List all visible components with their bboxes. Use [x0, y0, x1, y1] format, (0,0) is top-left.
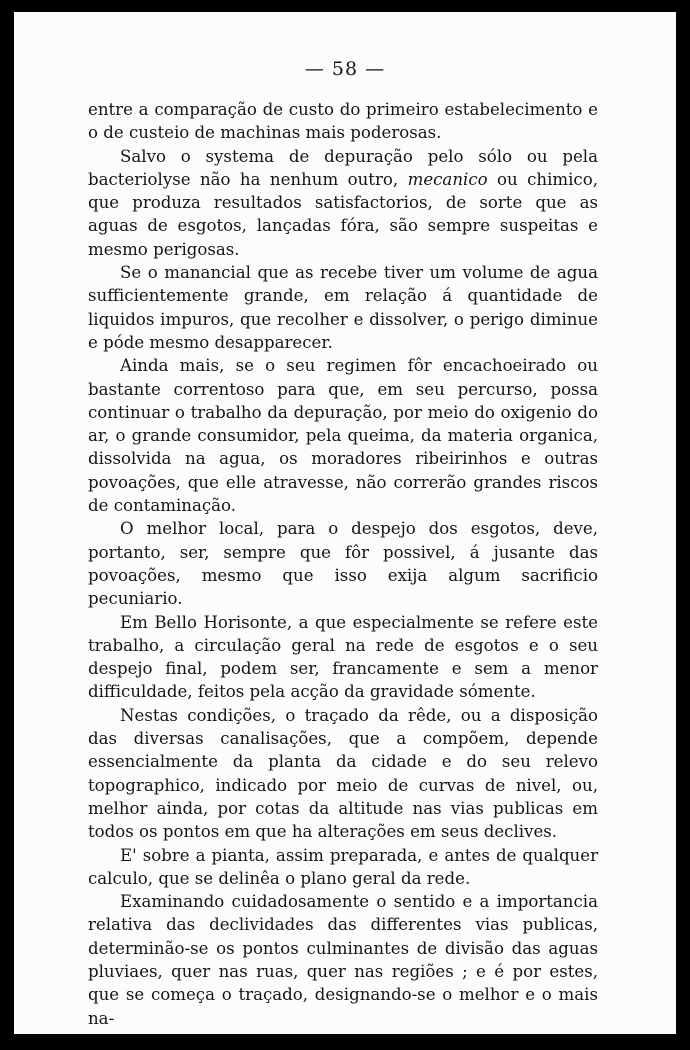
- paragraph-text: ou chimico, que produza resultados satisfactorios, de sorte que as aguas de esgotos, lançadas fóra, são sempre suspeitas e mesmo perigosas.: [88, 169, 598, 259]
- book-page: [14, 12, 676, 1034]
- paragraph: Se o manancial que as recebe tiver um volume de agua sufficientemente grande, em relação á quantidade de liquidos impuros, que recolher e dissolver, o perigo diminue e póde mesmo desapparecer.: [88, 263, 598, 352]
- paragraph: O melhor local, para o despejo dos esgotos, deve, portanto, ser, sempre que fôr possivel, á jusante das povoações, mesmo que isso exija algum sacrificio pecuniario.: [88, 519, 598, 609]
- body-text: [88, 98, 598, 1030]
- paragraph-text: Salvo o systema de depuração pelo sólo ou pela bacteriolyse não ha nenhum outro,: [88, 146, 598, 189]
- paragraph: Em Bello Horisonte, a que especialmente se refere este trabalho, a circulação geral na rede de esgotos e o seu despejo final, podem ser, francamente e sem a menor difficuldade, feitos pela acção da gravidade sómente.: [88, 612, 598, 702]
- paragraph: Nestas condições, o traçado da rêde, ou a disposição das diversas canalisações, que a compõem, depende essencialmente da planta da cidade e do seu relevo topographico, indicado por meio de curvas de nivel, ou, melhor ainda, por cotas da altitude nas vias publicas em todos os pontos em que ha alterações em seus declives.: [88, 705, 598, 842]
- page-number: — 58 —: [304, 58, 386, 80]
- paragraph: [88, 145, 598, 261]
- paragraph: entre a comparação de custo do primeiro estabelecimento e o de custeio de machinas mais poderosas.: [88, 100, 598, 143]
- paragraph: Examinando cuidadosamente o sentido e a importancia relativa das declividades das differentes vias publicas, determinão-se os pontos culminantes de divisão das aguas pluviaes, quer nas ruas, quer nas regiões ; e é por estes, que se começa o traçado, designando-se o melhor e o mais na-: [88, 892, 598, 1028]
- paragraph: E' sobre a pianta, assim preparada, e antes de qualquer calculo, que se delinêa o plano geral da rede.: [88, 845, 598, 888]
- italic-term: mecanico: [407, 169, 488, 189]
- paragraph: Ainda mais, se o seu regimen fôr encachoeirado ou bastante correntoso para que, em seu percurso, possa continuar o trabalho da depuração, por meio do oxigenio do ar, o grande consumidor, pela queima, da materia organica, dissolvida na agua, os moradores ribeirinhos e outras povoações, que elle atravesse, não correrão grandes riscos de contaminação.: [88, 356, 598, 516]
